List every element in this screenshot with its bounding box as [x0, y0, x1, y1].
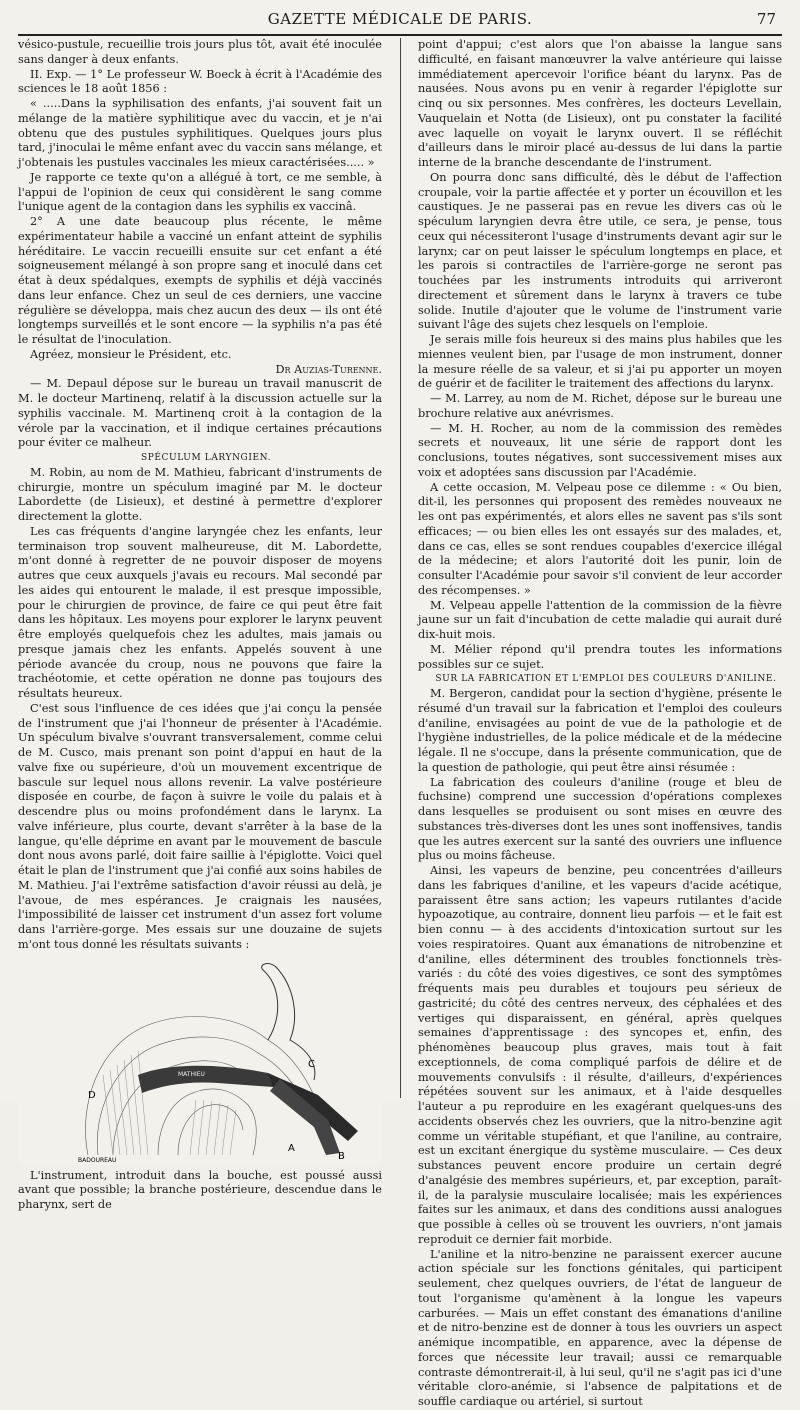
- paragraph: On pourra donc sans difficulté, dès le début de l'affection croupale, voir la partie affectée et y porter un écouvillon et les caustiques. Je ne passerai pas en revue les divers cas où le spéculum laryngien devra être utile, ce sera, je pense, tous ceux qui nécessiteront l'usage d'instruments devant agir sur le larynx; car on peut laisser le spéculum longtemps en place, et les parois si contractiles de l'arrière-gorge ne seront pas touchées par les instruments introduits qui arriveront directement et sûrement dans le larynx à travers ce tube solide. Inutile d'ajouter que le volume de l'instrument varie suivant l'âge des sujets chez lesquels on l'emploie.: [418, 170, 782, 332]
- journal-title: GAZETTE MÉDICALE DE PARIS.: [267, 10, 533, 28]
- left-column: [18, 38, 382, 1213]
- paragraph: Je rapporte ce texte qu'on a allégué à tort, ce me semble, à l'appui de l'opinion de ceux qui considèrent le sang comme l'unique agent de la contagion dans les syphilis ex vaccinâ.: [18, 170, 382, 214]
- paragraph: M. Mélier répond qu'il prendra toutes les informations possibles sur ce sujet.: [418, 642, 782, 671]
- figure-label-b: B: [338, 1150, 345, 1162]
- figure-label-c: C: [308, 1058, 315, 1070]
- page-number: 77: [756, 10, 776, 28]
- paragraph: II. Exp. — 1° Le professeur W. Boeck à écrit à l'Académie des sciences le 18 août 1856 :: [18, 67, 382, 96]
- paragraph: La fabrication des couleurs d'aniline (rouge et bleu de fuchsine) comprend une succession d'opérations complexes dans lesquelles se produisent ou sont mises en œuvre des substances très-diverses dont les unes sont inoffensives, tandis que les autres exercent sur la santé des ouvriers une influence plus ou moins fâcheuse.: [418, 775, 782, 863]
- right-column: [418, 38, 782, 1410]
- paragraph: — M. Depaul dépose sur le bureau un travail manuscrit de M. le docteur Martinenq, relatif à la discussion actuelle sur la syphilis vaccinale. M. Martinenq croit à la contagion de la vérole par la vaccination, et il indique certaines précautions pour éviter ce malheur.: [18, 377, 382, 450]
- laryngeal-speculum-figure: [18, 955, 382, 1165]
- paragraph: L'instrument, introduit dans la bouche, est poussé aussi avant que possible; la branche postérieure, descendue dans le pharynx, sert de: [18, 1168, 382, 1211]
- paragraph: Les cas fréquents d'angine laryngée chez les enfants, leur terminaison trop souvent malheureuse, dit M. Labordette, m'ont donné à regretter de ne pouvoir disposer de moyens autres que ceux auxquels j'avais eu recours. Mal secondé par les aides qui entourent le malade, il est presque impossible, pour le chirurgien de province, de faire ce qui peut être fait dans les hôpitaux. Les moyens pour explorer le larynx peuvent être employés quelquefois chez les adultes, mais jamais ou presque jamais chez les enfants. Appelés souvent à une période avancée du croup, nous ne pouvons que faire la trachéotomie, et cette opération ne donne pas toujours des résultats heureux.: [18, 524, 382, 700]
- engraving-text: MATHIEU: [178, 1070, 205, 1078]
- paragraph: — M. Larrey, au nom de M. Richet, dépose sur le bureau une brochure relative aux anévrismes.: [418, 392, 782, 420]
- paragraph: M. Robin, au nom de M. Mathieu, fabricant d'instruments de chirurgie, montre un spéculum imaginé par M. le docteur Labordette (de Lisieux), et destiné à permettre d'explorer directement la glotte.: [18, 465, 382, 523]
- paragraph: M. Bergeron, candidat pour la section d'hygiène, présente le résumé d'un travail sur la fabrication et l'emploi des couleurs d'aniline, envisagées au point de vue de la pathologie et de l'hygiène industrielles, de la police médicale et de la médecine légale. Il ne s'occupe, dans la présente communication, que de la question de pathologie, qui peut être ainsi résumée :: [418, 687, 782, 774]
- column-divider: [400, 38, 401, 1098]
- paragraph: Je serais mille fois heureux si des mains plus habiles que les miennes veulent bien, par l'usage de mon instrument, donner la mesure réelle de sa valeur, et si j'ai pu apporter un moyen de guérir et de faciliter le traitement des affections du larynx.: [418, 333, 782, 391]
- section-heading: SPÉCULUM LARYNGIEN.: [140, 453, 272, 463]
- paragraph: C'est sous l'influence de ces idées que j'ai conçu la pensée de l'instrument que j'ai l'honneur de présenter à l'Académie. Un spéculum bivalve s'ouvrant transversalement, comme celui de M. Cusco, mais prenant son point d'appui en haut de la valve fixe ou supérieure, d'où un mouvement excentrique de bascule sur lequel nous allons revenir. La valve postérieure disposée en courbe, de façon à suivre le voile du palais et à descendre plus ou moins profondément dans le larynx. La valve inférieure, plus courte, devant s'arrêter à la base de la langue, qu'elle déprime en avant par le mouvement de bascule dont nous avons parlé, doit faire saillie à l'épiglotte. Voici quel était le plan de l'instrument que j'ai confié aux soins habiles de M. Mathieu. J'ai l'extrême satisfaction d'avoir réussi au delà, je l'avoue, de mes espérances. Je craignais les nausées, l'impossibilité de laisser cet instrument d'un assez fort volume dans l'arrière-gorge. Mes essais sur une douzaine de sujets m'ont tous donné les résultats suivants :: [18, 701, 382, 951]
- anatomical-engraving: [18, 955, 382, 1165]
- engraver-signature: BADOUREAU: [78, 1156, 117, 1164]
- paragraph: vésico-pustule, recueillie trois jours plus tôt, avait été inoculée sans danger à deux enfants.: [18, 38, 382, 66]
- section-heading: SUR LA FABRICATION ET L'EMPLOI DES COULEURS D'ANILINE.: [435, 674, 777, 685]
- paragraph: M. Velpeau appelle l'attention de la commission de la fièvre jaune sur un fait d'incubation de cette maladie qui aurait duré dix-huit mois.: [418, 598, 782, 641]
- paragraph: point d'appui; c'est alors que l'on abaisse la langue sans difficulté, en faisant manœuvrer la valve antérieure qui laisse immédiatement apercevoir l'orifice béant du larynx. Pas de nausées. Nous avons pu en venir à regarder l'épiglotte sur cinq ou six personnes. Mes confrères, les docteurs Levellain, Vauquelain et Notta (de Lisieux), ont pu constater la facilité avec laquelle on voyait le larynx ouvert. Il se réfléchit d'ailleurs dans le miroir placé au-dessus de lui dans la partie interne de la branche descendante de l'instrument.: [418, 38, 782, 169]
- paragraph: Agréez, monsieur le Président, etc.: [30, 347, 232, 361]
- paragraph: Ainsi, les vapeurs de benzine, peu concentrées d'ailleurs dans les fabriques d'aniline, et les vapeurs d'acide acétique, paraissent être sans action; les vapeurs rutilantes d'acide hypoazotique, au contraire, donnent lieu parfois — et le fait est bien connu — à des accidents d'intoxication surtout sur les voies respiratoires. Quant aux émanations de nitrobenzine et d'aniline, elles déterminent des troubles fonctionnels très-variés : du côté des voies digestives, ce sont des symptômes fréquents mais peu durables et toujours peu sérieux de gastricité; du côté des centres nerveux, des céphalées et des vertiges qui disparaissent, en général, après quelques semaines d'apprentissage : des syncopes et, enfin, des phénomènes beaucoup plus graves, mais tout à fait exceptionnels, de coma compliqué parfois de délire et de mouvements convulsifs : il résulte, d'ailleurs, d'expériences répétées souvent sur les animaux, et à l'aide desquelles l'auteur a pu reproduire en les exagérant quelques-uns des accidents observés chez les ouvriers, que la nitro-benzine agit comme un véritable stupéfiant, et que l'aniline, au contraire, est un excitant énergique du système musculaire. — Ces deux substances peuvent encore produire un certain degré d'analgésie des membres supérieurs, et, par exception, paraît-il, de la paralysie musculaire localisée; mais les expériences faites sur les animaux, et dans des conditions aussi analogues que possible à celles où se trouvent les ouvriers, n'ont jamais reproduit ce dernier fait morbide.: [418, 864, 782, 1246]
- header-rule: [18, 34, 782, 36]
- page-header: [20, 10, 780, 30]
- paragraph: L'aniline et la nitro-benzine ne paraissent exercer aucune action spéciale sur les fonctions génitales, qui participent seulement, chez quelques ouvriers, de l'état de langueur de tout l'organisme qu'amènent à la longue les vapeurs carburées. — Mais un effet constant des émanations d'aniline et de nitro-benzine est de donner à tous les ouvriers un aspect anémique incompatible, en apparence, avec la dépense de forces que nécessite leur travail; aussi ce remarquable contraste démontrerait-il, à lui seul, qu'il ne s'agit pas ici d'une véritable cloro-anémie, si l'absence de palpitations et de souffle cardiaque ou artériel, si surtout: [418, 1247, 782, 1408]
- paragraph: A cette occasion, M. Velpeau pose ce dilemme : « Ou bien, dit-il, les personnes qui proposent des remèdes nouveaux ne les ont pas expérimentés, et alors elles ne savent pas s'ils sont efficaces; — ou bien elles les ont essayés sur des malades, et, dans ce cas, elles se sont rendues coupables d'exercice illégal de la médecine; et alors l'autorité doit les punir, loin de consulter l'Académie pour savoir s'il convient de leur accorder des récompenses. »: [418, 480, 782, 597]
- quote-paragraph: « .....Dans la syphilisation des enfants, j'ai souvent fait un mélange de la matière syphilitique avec du vaccin, et je n'ai obtenu que des pustules syphilitiques. Quelques jours plus tard, j'inoculai le même enfant avec du vaccin sans mélange, et j'obtenais les pustules vaccinales les mieux caractérisées..... »: [18, 97, 382, 169]
- signature: Dr Auzias-Turenne.: [275, 362, 382, 376]
- figure-label-a: A: [288, 1142, 295, 1154]
- figure-label-d: D: [88, 1089, 96, 1101]
- paragraph: 2° A une date beaucoup plus récente, le même expérimentateur habile a vacciné un enfant atteint de syphilis héréditaire. Le vaccin recueilli ensuite sur cet enfant a été soigneusement mélangé à son propre sang et inoculé dans cet état à deux spédalques, exempts de syphilis et déjà vaccinés dans leur enfance. Chez un seul de ces derniers, une vaccine régulière se développa, mais chez aucun des deux — ils ont été longtemps surveillés et le sont encore — la syphilis n'a pas été le résultat de l'inoculation.: [18, 215, 382, 346]
- paragraph: — M. H. Rocher, au nom de la commission des remèdes secrets et nouveaux, lit une série de rapport dont les conclusions, toutes négatives, sont successivement mises aux voix et adoptées sans discussion par l'Académie.: [418, 421, 782, 479]
